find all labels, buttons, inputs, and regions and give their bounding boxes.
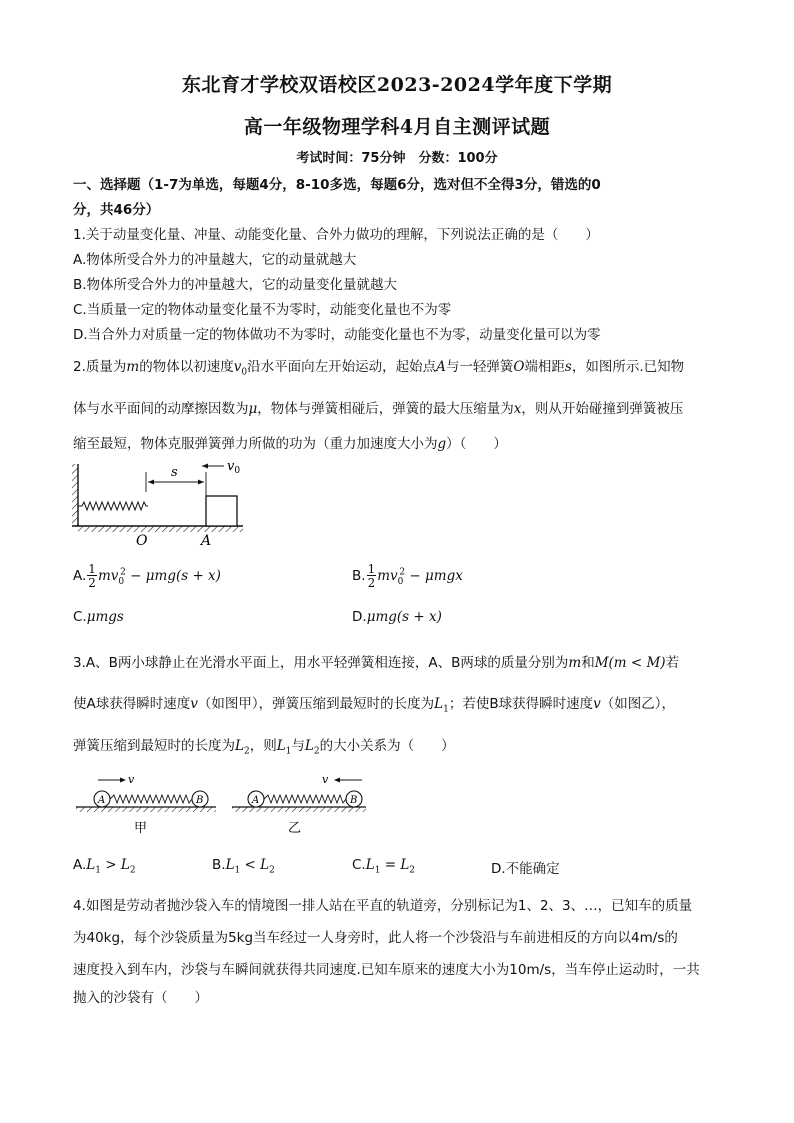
q1-option-c: C.当质量一定的物体动量变化量不为零时，动能变化量也不为零 — [73, 302, 452, 318]
left-ball-B-label: B — [196, 795, 204, 806]
v0-label: $v_0$ — [227, 459, 241, 476]
q3-option-c: $C.L_1 = L_2$ — [352, 857, 416, 876]
left-ball-A-label: A — [98, 795, 106, 806]
exam-title-line2: 高一年级物理学科4月自主测评试题 — [243, 116, 551, 138]
q2-stem-line3: 缩至最短，物体克服弹簧弹力所做的功为（重力加速度大小为g）（ ） — [73, 436, 507, 452]
left-velocity-label: v — [128, 773, 135, 786]
section-heading-line2: 分，共46分） — [73, 202, 160, 218]
section-heading-line1: 一、选择题（1-7为单选，每题4分，8-10多选，每题6分，选对但不全得3分，错选的0 — [73, 177, 601, 193]
q2-option-b: B. $\frac{1}{2}$ $mv_0^2 - \mu mgx$ — [352, 562, 463, 590]
right-velocity-label: v — [322, 773, 329, 786]
ground-left-hatch — [76, 807, 216, 812]
q1-option-b: B.物体所受合外力的冲量越大，它的动量变化量就越大 — [73, 277, 398, 293]
point-O-label: O — [136, 533, 148, 548]
q2-stem-line2: 体与水平面间的动摩擦因数为μ，物体与弹簧相碰后，弹簧的最大压缩量为x，则从开始碰撞到弹簧被压 — [73, 401, 684, 417]
ground-right-hatch — [232, 807, 366, 812]
s-arrow-left — [148, 480, 154, 485]
right-ball-A-label: A — [252, 795, 260, 806]
q4-stem-line4: 抛入的沙袋有（ ） — [73, 990, 208, 1006]
right-velocity-arrowhead — [334, 778, 340, 783]
ground-hatch — [78, 526, 243, 532]
caption-jia: 甲 — [134, 821, 148, 836]
right-spring — [264, 795, 346, 803]
q4-stem-line2: 为40kg，每个沙袋质量为5kg当车经过一人身旁时，此人将一个沙袋沿与车前进相反的方向以4m/s的 — [73, 930, 678, 946]
q3-two-balls-figure — [72, 770, 372, 836]
exam-info: 考试时间：75分钟 分数：100分 — [296, 151, 498, 166]
q2-option-c: C.μmgs — [73, 609, 124, 625]
q4-stem-line1: 4.如图是劳动者抛沙袋入车的情境图一排人站在平直的轨道旁，分别标记为1、2、3、…，已知车的质量 — [73, 898, 693, 914]
q1-option-d: D.当合外力对质量一定的物体做功不为零时，动能变化量也不为零，动量变化量可以为零 — [73, 327, 601, 343]
q3-option-a: $A.L_1 > L_2$ — [73, 857, 136, 876]
q2-option-a: A. $\frac{1}{2}$ $mv_0^2 - \mu mg(s + x)$ — [73, 562, 221, 590]
q1-option-a: A.物体所受合外力的冲量越大，它的动量就越大 — [73, 252, 357, 268]
left-spring — [110, 795, 192, 803]
left-velocity-arrowhead — [120, 778, 126, 783]
q2-spring-block-figure — [68, 456, 258, 548]
q2-option-d: D.μmg(s + x) — [352, 609, 442, 625]
q3-option-d: D.不能确定 — [491, 861, 560, 877]
caption-yi: 乙 — [288, 821, 302, 836]
v0-arrowhead — [202, 464, 208, 469]
s-arrow-right — [198, 480, 204, 485]
block — [206, 496, 237, 526]
exam-title-line1: 东北育才学校双语校区2023-2024学年度下学期 — [181, 74, 613, 96]
wall-hatch — [72, 464, 78, 526]
q3-stem-line1: 3.A、B两小球静止在光滑水平面上，用水平轻弹簧相连接，A、B两球的质量分别为m和M(m < M)若 — [73, 655, 680, 671]
q1-stem: 1.关于动量变化量、冲量、动能变化量、合外力做功的理解，下列说法正确的是（ ） — [73, 227, 599, 243]
q3-option-b: $B.L_1 < L_2$ — [212, 857, 275, 876]
q4-stem-line3: 速度投入到车内，沙袋与车瞬间就获得共同速度.已知车原来的速度大小为10m/s，当车停止运动时，一共 — [73, 962, 700, 978]
point-A-label: A — [201, 533, 212, 548]
spring — [78, 502, 148, 510]
right-ball-B-label: B — [350, 795, 358, 806]
s-label: s — [171, 465, 178, 480]
q3-stem-line3: 弹簧压缩到最短时的长度为$L_2$，则$L_1$与$L_2$的大小关系为（ ） — [73, 738, 455, 757]
q2-stem-line1: 2.质量为m的物体以初速度$v_0$沿水平面向左开始运动，起始点A与一轻弹簧O端相距s，如图所示.已知物 — [73, 359, 685, 378]
q3-stem-line2: 使A球获得瞬时速度v（如图甲），弹簧压缩到最短时的长度为$L_1$；若使B球获得瞬时速度v（如图乙）， — [73, 696, 675, 715]
